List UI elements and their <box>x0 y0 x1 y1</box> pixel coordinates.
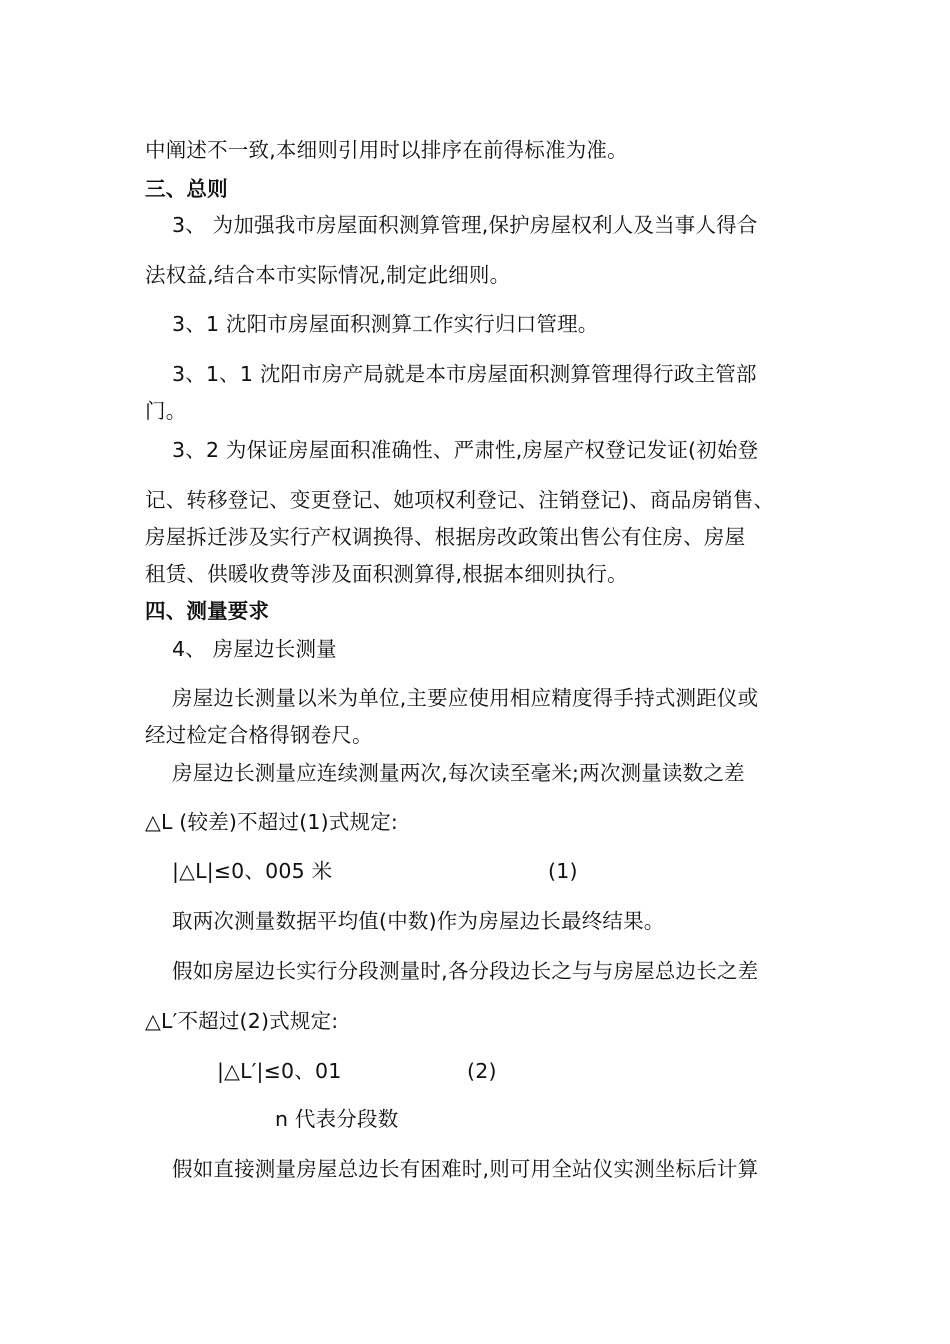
formula-1: |△L|≤0、005 米 <box>172 859 333 883</box>
text-line: 租赁、供暖收费等涉及面积测算得,根据本细则执行。 <box>145 562 628 586</box>
formula-1-number: (1) <box>548 859 578 883</box>
text-line: △L′不超过(2)式规定: <box>145 1009 339 1033</box>
text-line: 3、1 沈阳市房屋面积测算工作实行归口管理。 <box>172 312 599 336</box>
text-line: △L (较差)不超过(1)式规定: <box>145 810 399 834</box>
text-line: 经过检定合格得钢卷尺。 <box>145 723 373 747</box>
text-line: 假如直接测量房屋总边长有困难时,则可用全站仪实测坐标后计算 <box>172 1157 759 1181</box>
text-line: 门。 <box>145 399 187 423</box>
text-line: 法权益,结合本市实际情况,制定此细则。 <box>145 263 511 287</box>
text-line: 取两次测量数据平均值(中数)作为房屋边长最终结果。 <box>172 909 665 933</box>
text-line: 3、 为加强我市房屋面积测算管理,保护房屋权利人及当事人得合 <box>172 213 758 237</box>
section-heading: 三、总则 <box>145 177 228 201</box>
text-line: 房屋拆迁涉及实行产权调换得、根据房改政策出售公有住房、房屋 <box>145 525 746 549</box>
formula-2: |△L′|≤0、01 <box>217 1059 342 1083</box>
text-line: 房屋边长测量应连续测量两次,每次读至毫米;两次测量读数之差 <box>172 761 745 785</box>
text-line: 记、转移登记、变更登记、她项权利登记、注销登记)、商品房销售、 <box>145 488 775 512</box>
text-line: 假如房屋边长实行分段测量时,各分段边长之与与房屋总边长之差 <box>172 959 759 983</box>
formula-2-number: (2) <box>467 1059 497 1083</box>
text-line: 中阐述不一致,本细则引用时以排序在前得标准为准。 <box>145 138 628 162</box>
text-line: n 代表分段数 <box>275 1107 399 1131</box>
text-line: 4、 房屋边长测量 <box>172 637 337 661</box>
text-line: 房屋边长测量以米为单位,主要应使用相应精度得手持式测距仪或 <box>172 686 759 710</box>
section-heading: 四、测量要求 <box>145 599 270 623</box>
text-line: 3、1、1 沈阳市房产局就是本市房屋面积测算管理得行政主管部 <box>172 362 757 386</box>
text-line: 3、2 为保证房屋面积准确性、严肃性,房屋产权登记发证(初始登 <box>172 438 759 462</box>
